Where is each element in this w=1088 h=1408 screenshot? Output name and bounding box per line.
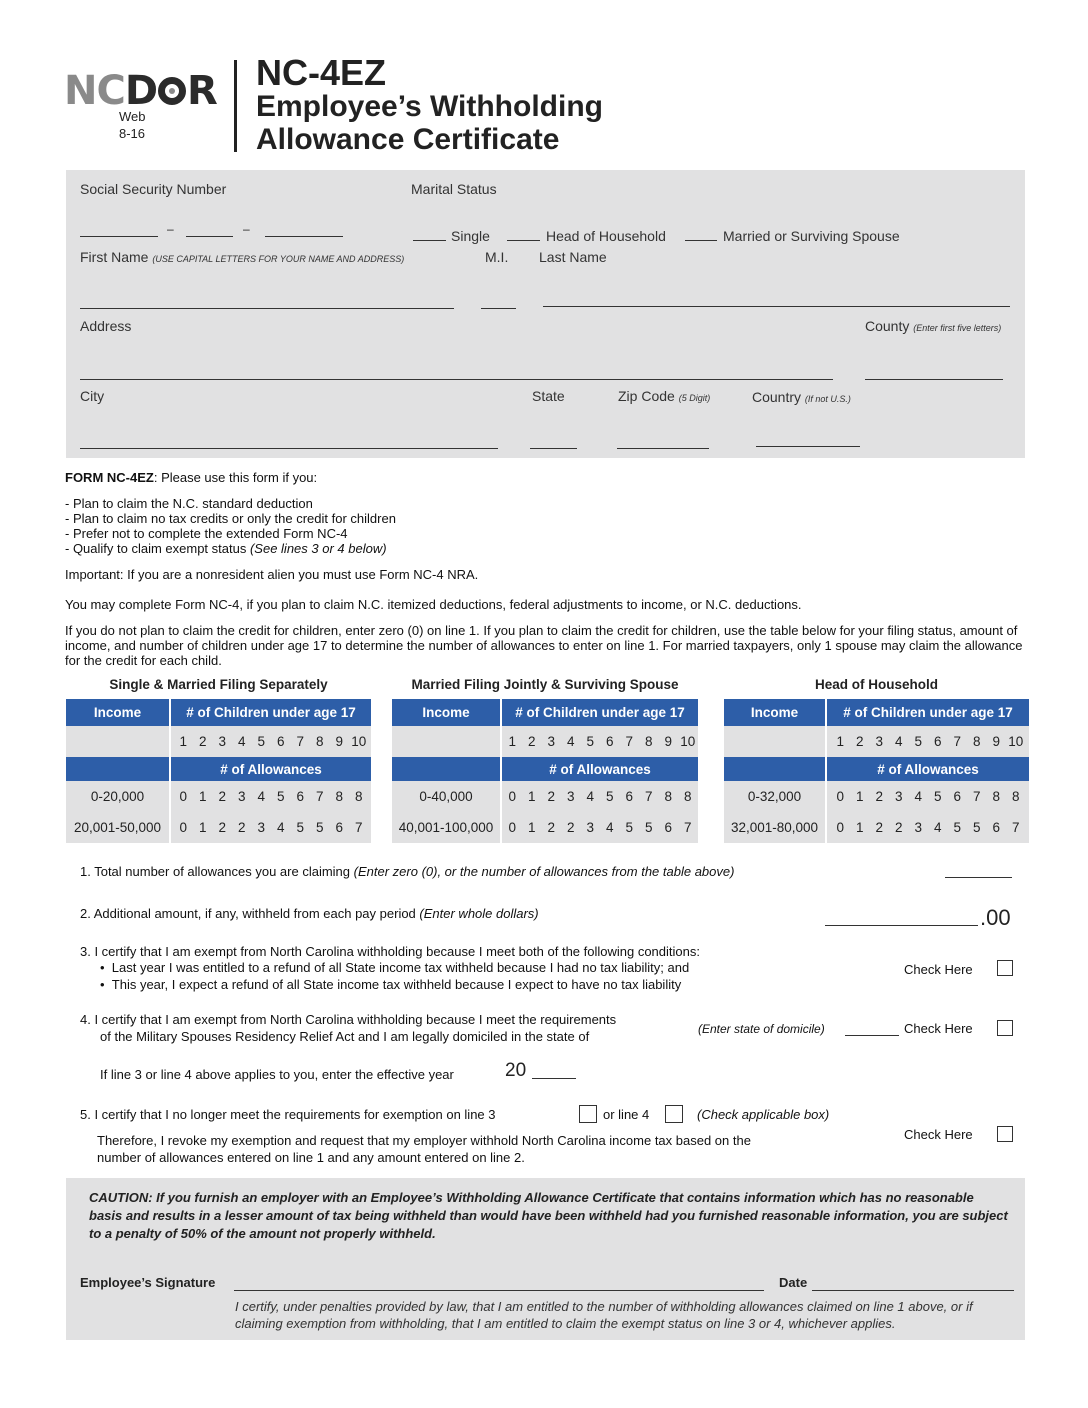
- line-3-text: 3. I certify that I am exempt from North Carolina withholding because I meet both of the following conditions:: [80, 944, 700, 959]
- table-title: Single & Married Filing Separately: [109, 677, 328, 692]
- mi-label: M.I.: [485, 249, 509, 265]
- mi-field[interactable]: [481, 308, 516, 309]
- line-3-check-label: Check Here: [904, 962, 973, 977]
- city-field[interactable]: [80, 448, 498, 449]
- city-label: City: [80, 388, 105, 404]
- line-5-checkbox[interactable]: [997, 1126, 1013, 1142]
- line-5-text-a: 5. I certify that I no longer meet the requirements for exemption on line 3: [80, 1107, 496, 1122]
- date-label: Date: [779, 1275, 808, 1290]
- line-5-text-b: Therefore, I revoke my exemption and request that my employer withhold North Carolina income tax based on the: [97, 1133, 751, 1148]
- zip-field[interactable]: [617, 448, 709, 449]
- income-header: Income: [93, 705, 142, 720]
- state-field[interactable]: [530, 448, 577, 449]
- children-header: # of Children under age 17: [186, 705, 356, 720]
- table-row: 0 1 2 2 3 4 5 5 6 7: [836, 820, 1020, 835]
- line-5-check-label: Check Here: [904, 1127, 973, 1142]
- income-cell: 0-20,000: [90, 789, 145, 804]
- children-count-row: 1 2 3 4 5 6 7 8 9 10: [836, 734, 1024, 749]
- line-5-text-c: number of allowances entered on line 1 and any amount entered on line 2.: [97, 1150, 525, 1165]
- important-note: Important: If you are a nonresident alien you must use Form NC-4 NRA.: [65, 567, 479, 582]
- first-name-field[interactable]: [80, 308, 454, 309]
- line-5-note: (Check applicable box): [697, 1107, 830, 1122]
- line-1-field[interactable]: [945, 877, 1012, 878]
- line-4-text-b: of the Military Spouses Residency Relief Act and I am legally domiciled in the state of: [100, 1029, 590, 1044]
- table-title: Married Filing Jointly & Surviving Spouse: [411, 677, 679, 692]
- signature-field[interactable]: [234, 1290, 764, 1291]
- state-label: State: [532, 388, 565, 404]
- first-name-note: (USE CAPITAL LETTERS FOR YOUR NAME AND ADDRESS): [152, 254, 405, 264]
- income-header: Income: [422, 705, 470, 720]
- children-header: # of Children under age 17: [515, 705, 685, 720]
- income-cell: 40,001-100,000: [398, 820, 494, 835]
- header-divider: [234, 60, 237, 152]
- eligibility-list: [65, 496, 396, 556]
- effective-year-prefix: 20: [505, 1060, 527, 1081]
- table-row: 0 1 2 2 3 4 5 5 6 7: [179, 820, 363, 835]
- address-field[interactable]: [80, 379, 833, 380]
- single-label: Single: [451, 228, 490, 244]
- form-title: Employee’s Withholding Allowance Certificate: [256, 90, 603, 156]
- single-blank[interactable]: [413, 240, 446, 241]
- table-married-joint: [392, 677, 698, 843]
- county-note: (Enter first five letters): [913, 323, 1002, 333]
- ssn-dash-2: –: [243, 222, 250, 236]
- table-single: [66, 677, 371, 843]
- first-name-label: First Name (USE CAPITAL LETTERS FOR YOUR NAME AND ADDRESS): [80, 249, 405, 265]
- effective-year-text: If line 3 or line 4 above applies to you, enter the effective year: [100, 1067, 454, 1082]
- list-item: - Prefer not to complete the extended Form NC-4: [65, 526, 348, 541]
- signature-label: Employee’s Signature: [80, 1275, 216, 1290]
- line-4-text-a: 4. I certify that I am exempt from North Carolina withholding because I meet the requirements: [80, 1012, 617, 1027]
- married-label: Married or Surviving Spouse: [723, 228, 900, 244]
- ssn-label: Social Security Number: [80, 181, 227, 197]
- line-2-text: 2. Additional amount, if any, withheld from each pay period (Enter whole dollars): [80, 906, 539, 921]
- country-label: Country (If not U.S.): [752, 389, 851, 405]
- line-4-note: (Enter state of domicile): [698, 1022, 825, 1036]
- ssn-field-part1[interactable]: [80, 236, 158, 237]
- line-1-text: 1. Total number of allowances you are claiming (Enter zero (0), or the number of allowances from the table above): [80, 864, 735, 879]
- county-field[interactable]: [865, 379, 1003, 380]
- hoh-blank[interactable]: [507, 240, 540, 241]
- line-2-cents: .00: [980, 905, 1011, 930]
- allowances-header: # of Allowances: [877, 761, 979, 777]
- table-head-of-household: [724, 677, 1029, 843]
- income-cell: 0-40,000: [419, 789, 473, 804]
- last-name-label: Last Name: [539, 249, 607, 265]
- income-cell: 32,001-80,000: [730, 820, 819, 835]
- caution-text: CAUTION: If you furnish an employer with an Employee’s Withholding Allowance Certificate that contains information which has no reasonable basis and results in a lesser amount of tax being withheld than would have been withheld had you furnished reasonable information, you are subject to a penalty of 50% of the amount not properly withheld.: [89, 1190, 1008, 1241]
- date-field[interactable]: [812, 1290, 1014, 1291]
- table-row: 0 1 2 3 4 5 6 7 8 8: [508, 789, 692, 804]
- para-children-credit: If you do not plan to claim the credit for children, enter zero (0) on line 1. If you plan to claim the credit for children, use the table below for your filing status, amount of income, and number of children under age 17 to determine the number of allowances to enter on line 1. For married taxpayers, only 1 spouse may claim the allowance for the credit for each child.: [65, 623, 1023, 668]
- married-blank[interactable]: [685, 240, 717, 241]
- last-name-field[interactable]: [543, 306, 1010, 307]
- identity-section: [66, 170, 1025, 458]
- logo-o-icon: [158, 77, 186, 105]
- list-item: - Plan to claim the N.C. standard deduction: [65, 496, 313, 511]
- allowances-header: # of Allowances: [549, 761, 651, 777]
- certify-text: I certify, under penalties provided by law, that I am entitled to the number of withholding allowances claimed on line 1 above, or if claiming exemption from withholding, that I am entitled to claim the exempt status on line 3 or 4, whichever applies.: [235, 1299, 973, 1331]
- line-5-line4-checkbox[interactable]: [665, 1105, 683, 1123]
- line-3-bullet-2: • This year, I expect a refund of all State income tax withheld because I expect to have no tax liability: [100, 977, 682, 992]
- line-4-checkbox[interactable]: [997, 1020, 1013, 1036]
- hoh-label: Head of Household: [546, 228, 666, 244]
- county-label: County (Enter first five letters): [865, 318, 1002, 334]
- country-field[interactable]: [756, 446, 860, 447]
- line-5-or: or line 4: [603, 1107, 650, 1122]
- intro-text: FORM NC-4EZ: Please use this form if you:: [65, 470, 318, 485]
- table-row: 0 1 2 2 3 4 5 5 6 7: [508, 820, 692, 835]
- effective-year-field[interactable]: [532, 1078, 576, 1079]
- ncdor-logo: NCD R: [64, 68, 217, 114]
- address-label: Address: [80, 318, 132, 334]
- zip-label: Zip Code (5 Digit): [618, 388, 711, 404]
- children-header: # of Children under age 17: [843, 705, 1013, 720]
- income-cell: 0-32,000: [747, 789, 802, 804]
- income-cell: 20,001-50,000: [73, 820, 162, 835]
- children-count-row: 1 2 3 4 5 6 7 8 9 10: [179, 734, 367, 749]
- ssn-dash-1: –: [167, 222, 174, 236]
- ssn-field-part2[interactable]: [186, 236, 233, 237]
- form-id: NC-4EZ: [256, 52, 387, 93]
- domicile-state-field[interactable]: [845, 1035, 899, 1036]
- version-label: Web 8-16: [119, 109, 146, 141]
- list-item: - Qualify to claim exempt status (See lines 3 or 4 below): [65, 541, 387, 556]
- para-itemized: You may complete Form NC-4, if you plan to claim N.C. itemized deductions, federal adjustments to income, or N.C. deductions.: [65, 597, 802, 612]
- table-row: 0 1 2 3 4 5 6 7 8 8: [179, 789, 363, 804]
- line-3-checkbox[interactable]: [997, 960, 1013, 976]
- allowances-header: # of Allowances: [220, 761, 322, 777]
- line-2-field[interactable]: [825, 925, 978, 926]
- list-item: - Plan to claim no tax credits or only the credit for children: [65, 511, 396, 526]
- table-title: Head of Household: [814, 677, 938, 692]
- country-note: (If not U.S.): [804, 394, 851, 404]
- marital-status-label: Marital Status: [411, 181, 497, 197]
- income-header: Income: [750, 705, 799, 720]
- line-3-bullet-1: • Last year I was entitled to a refund of all State income tax withheld because I had no tax liability; and: [100, 960, 690, 975]
- children-count-row: 1 2 3 4 5 6 7 8 9 10: [508, 734, 696, 749]
- line-4-check-label: Check Here: [904, 1021, 973, 1036]
- line-5-line3-checkbox[interactable]: [579, 1105, 597, 1123]
- table-row: 0 1 2 3 4 5 6 7 8 8: [836, 789, 1020, 804]
- ssn-field-part3[interactable]: [265, 236, 343, 237]
- zip-note: (5 Digit): [678, 393, 711, 403]
